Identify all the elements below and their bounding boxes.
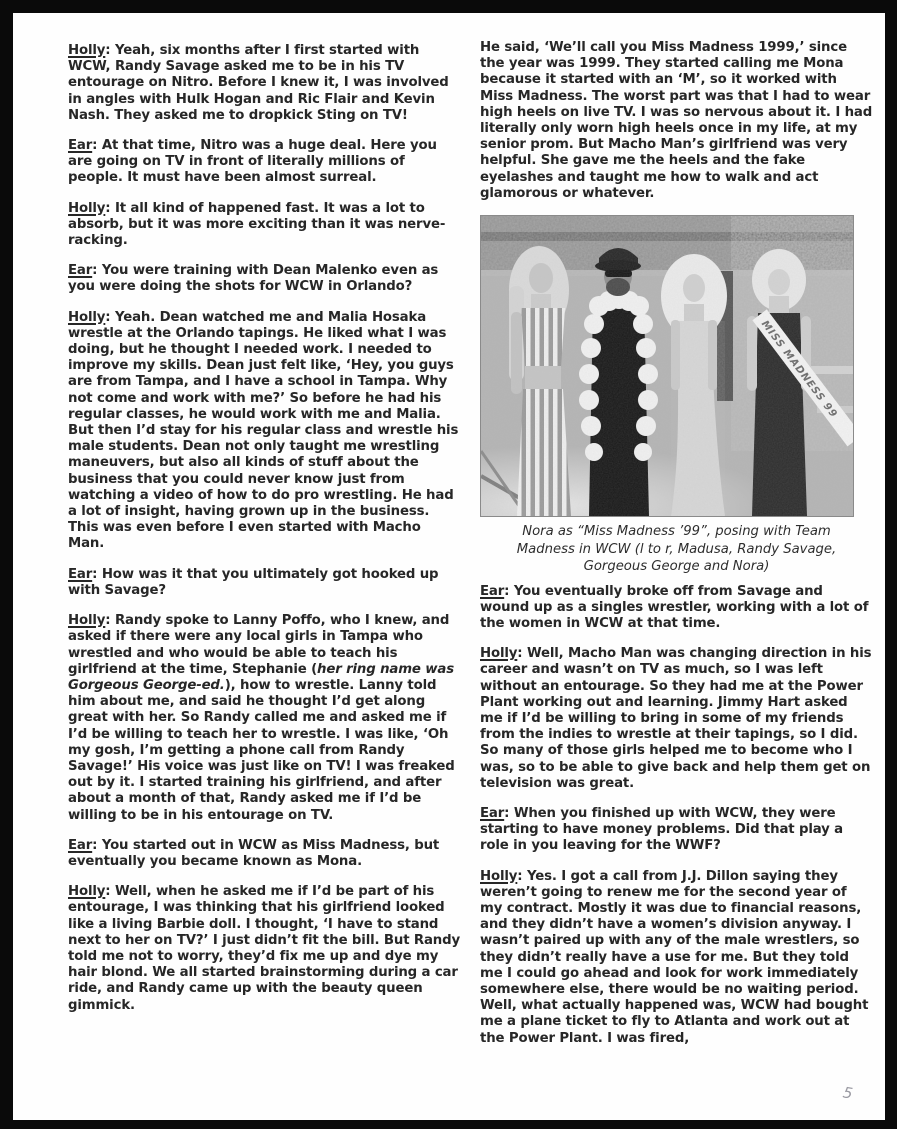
interview-paragraph bbox=[68, 884, 461, 1014]
paragraph-text: : At that time, Nitro was a huge deal. Here you are going on TV in front of literally millions of people. It must have been almost surreal. bbox=[68, 138, 437, 186]
interview-paragraph bbox=[68, 310, 461, 553]
speaker-label: Ear bbox=[68, 138, 93, 154]
interview-paragraph bbox=[68, 201, 461, 250]
team-madness-photo bbox=[481, 216, 853, 516]
speaker-label: Holly bbox=[68, 884, 106, 900]
paragraph-text: : It all kind of happened fast. It was a lot to absorb, but it was more exciting than it was nerve-racking. bbox=[68, 200, 446, 249]
photo-illustration bbox=[481, 216, 853, 516]
interview-paragraph bbox=[480, 584, 873, 633]
interview-paragraph bbox=[68, 138, 461, 187]
right-column bbox=[480, 40, 873, 1061]
photo-caption: Nora as “Miss Madness ’99”, posing with Team Madness in WCW (l to r, Madusa, Randy Savage, Gorgeous George and Nora) bbox=[516, 524, 837, 575]
editor-note-italic: her ring name was Gorgeous George-ed. bbox=[68, 661, 454, 693]
paragraph-text: : Randy spoke to Lanny Poffo, who I knew, and asked if there were any local girls in Tampa who wrestled and who would be able to teach his girlfriend at the time, Stephanie ( bbox=[68, 613, 450, 677]
interview-paragraph bbox=[68, 263, 461, 295]
speaker-label: Holly bbox=[68, 43, 106, 58]
speaker-label: Holly bbox=[68, 309, 106, 325]
interview-paragraph bbox=[480, 40, 873, 202]
photo-figure bbox=[480, 216, 873, 576]
paragraph-text: : Yeah. Dean watched me and Malia Hosaka wrestle at the Orlando tapings. He liked what I was doing, but he thought I needed work. I needed to improve my skills. Dean just felt like, ‘Hey, you guys are from Tampa, and I have a school in Tampa. Why not come and work with me?’ So before he had his regular classes, he would work with me and Malia. But then I’d stay for his regular class and wrestle his male students. Dean not only taught me wrestling maneuvers, but also all kinds of stuff about the business that you could never know just from watching a video of how to do pro wrestling. He had a lot of insight, having grown up in the business. This was even before I even started with Macho Man. bbox=[68, 309, 459, 552]
interview-paragraph bbox=[68, 838, 461, 870]
speaker-label: Holly bbox=[68, 613, 106, 629]
paragraph-text: : Yeah, six months after I first started with WCW, Randy Savage asked me to be in his TV entourage on Nitro. Before I knew it, I was involved in angles with Hulk Hogan and Ric Flair and Kevin Nash. They asked me to dropkick Sting on TV! bbox=[68, 43, 449, 123]
speaker-label: Holly bbox=[480, 646, 518, 662]
paragraph-text: : Yes. I got a call from J.J. Dillon saying they weren’t going to renew me for the second year of my contract. Mostly it was due to financial reasons, and they didn’t have a women’s division anyway. I wasn’t paired up with any of the male wrestlers, so they didn’t really have a use for me. But they told me I could go ahead and look for work immediately somewhere else, there would be no waiting period. Well, what actually happened was, WCW had bought me a plane ticket to fly to Atlanta and work out at the Power Plant. I was fired, bbox=[480, 868, 869, 1046]
speaker-label: Holly bbox=[480, 868, 518, 884]
speaker-label: Ear bbox=[68, 566, 93, 582]
speaker-label: Ear bbox=[480, 583, 505, 599]
left-column bbox=[68, 43, 461, 1028]
speaker-label: Holly bbox=[68, 200, 106, 216]
page-number-mark: 5 bbox=[841, 1083, 855, 1103]
paragraph-text: : You eventually broke off from Savage and wound up as a singles wrestler, working with a lot of the women in WCW at that time. bbox=[480, 583, 869, 631]
speaker-label: Ear bbox=[68, 263, 93, 279]
interview-paragraph bbox=[480, 646, 873, 792]
interview-paragraph bbox=[68, 43, 461, 124]
film-grain-overlay bbox=[481, 216, 853, 516]
paragraph-text: : You started out in WCW as Miss Madness, but eventually you became known as Mona. bbox=[68, 837, 440, 869]
paragraph-text: : Well, Macho Man was changing direction in his career and wasn’t on TV as much, so I was left without an entourage. So they had me at the Power Plant working out and learning. Jimmy Hart asked me if I’d be willing to bring in some of my friends from the indies to wrestle at their tapings, so I did. So many of those girls helped me to become who I was, so to be able to give back and help them get on television was great. bbox=[480, 646, 872, 791]
paragraph-text: : How was it that you ultimately got hooked up with Savage? bbox=[68, 566, 439, 598]
paragraph-text: He said, ‘We’ll call you Miss Madness 1999,’ since the year was 1999. They started calling me Mona because it started with an ‘M’, so it worked with Miss Madness. The worst part was that I had to wear high heels on live TV. I was so nervous about it. I had literally only worn high heels once in my life, at my senior prom. But Macho Man’s girlfriend was very helpful. She gave me the heels and the fake eyelashes and taught me how to walk and act glamorous or whatever. bbox=[480, 40, 873, 201]
paragraph-text: ), how to wrestle. Lanny told him about me, and said he thought I’d get along great with her. So Randy called me and asked me if I’d be willing to teach her to wrestle. I was like, ‘Oh my gosh, I’m getting a phone call from Randy Savage!’ His voice was just like on TV! I was freaked out by it. I started training his girlfriend, and after about a month of that, Randy asked me if I’d be willing to be in his entourage on TV. bbox=[68, 677, 455, 823]
speaker-label: Ear bbox=[480, 805, 505, 821]
speaker-label: Ear bbox=[68, 837, 93, 853]
paragraph-text: : You were training with Dean Malenko even as you were doing the shots for WCW in Orlando? bbox=[68, 263, 439, 295]
interview-paragraph bbox=[480, 806, 873, 855]
interview-paragraph bbox=[480, 869, 873, 1047]
paragraph-text: : Well, when he asked me if I’d be part of his entourage, I was thinking that his girlfriend looked like a living Barbie doll. I thought, ‘I have to stand next to her on TV?’ I just didn’t fit the bill. But Randy told me not to worry, they’d fix me up and dye my hair blond. We all started brainstorming during a car ride, and Randy came up with the beauty queen gimmick. bbox=[68, 884, 460, 1013]
interview-paragraph bbox=[68, 613, 461, 824]
interview-paragraph bbox=[68, 567, 461, 599]
paragraph-text: : When you finished up with WCW, they were starting to have money problems. Did that play a role in you leaving for the WWF? bbox=[480, 805, 843, 854]
